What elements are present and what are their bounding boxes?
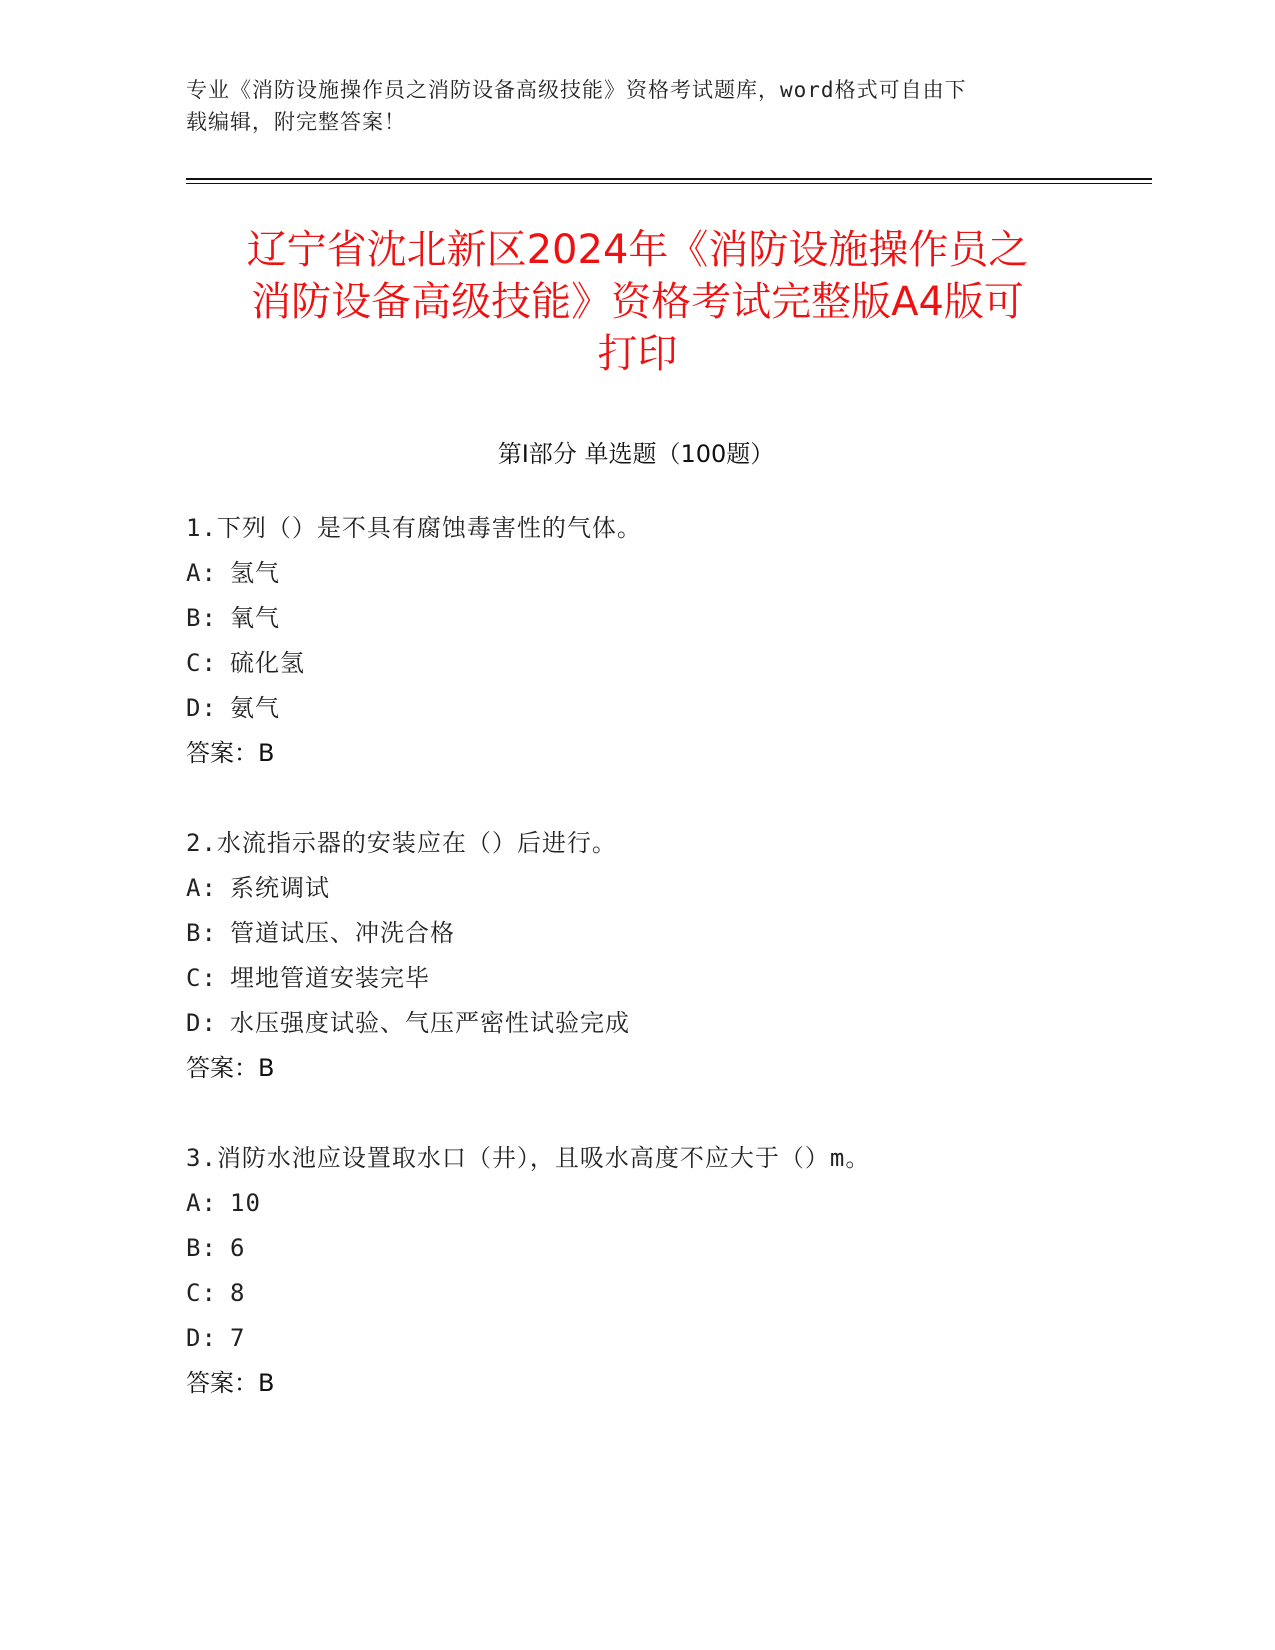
answer-line xyxy=(186,731,1116,776)
option-text: 氧气 xyxy=(230,604,280,632)
option-letter: B: xyxy=(186,604,217,632)
answer-line xyxy=(186,1361,1116,1406)
option-b xyxy=(186,911,1116,956)
question-stem: 3.消防水池应设置取水口（井），且吸水高度不应大于（）m。 xyxy=(186,1144,871,1172)
option-c xyxy=(186,956,1116,1001)
option-b xyxy=(186,1226,1116,1271)
option-text: 8 xyxy=(230,1279,246,1307)
header-divider-thin xyxy=(186,183,1152,184)
option-text: 水压强度试验、气压严密性试验完成 xyxy=(230,1009,630,1037)
title-line2: 消防设备高级技能》资格考试完整版A4版可 xyxy=(251,279,1024,325)
title-line3: 打印 xyxy=(597,331,678,377)
option-letter: D: xyxy=(186,1324,217,1352)
option-d xyxy=(186,686,1116,731)
header-note-line1: 专业《消防设施操作员之消防设备高级技能》资格考试题库，word格式可自由下 xyxy=(186,78,967,102)
section-heading: 第Ⅰ部分 单选题（100题） xyxy=(497,440,775,468)
option-a xyxy=(186,551,1116,596)
option-d xyxy=(186,1001,1116,1046)
option-letter: A: xyxy=(186,559,217,587)
option-b xyxy=(186,596,1116,641)
question-stem: 1.下列（）是不具有腐蚀毒害性的气体。 xyxy=(186,514,642,542)
document-title xyxy=(180,224,1095,380)
option-a xyxy=(186,1181,1116,1226)
option-text: 氢气 xyxy=(230,559,280,587)
option-text: 氨气 xyxy=(230,694,280,722)
option-text: 10 xyxy=(230,1189,261,1217)
option-text: 硫化氢 xyxy=(230,649,305,677)
answer-line xyxy=(186,1046,1116,1091)
answer-value: B xyxy=(258,1054,275,1082)
title-line1: 辽宁省沈北新区2024年《消防设施操作员之 xyxy=(246,227,1029,273)
question-item xyxy=(186,821,1116,1091)
header-note-line2: 载编辑，附完整答案！ xyxy=(186,110,406,134)
option-d xyxy=(186,1316,1116,1361)
option-c xyxy=(186,1271,1116,1316)
header-divider-thick xyxy=(186,178,1152,180)
option-letter: B: xyxy=(186,1234,217,1262)
option-text: 管道试压、冲洗合格 xyxy=(230,919,455,947)
option-letter: C: xyxy=(186,1279,217,1307)
header-note xyxy=(186,74,1066,138)
answer-label: 答案： xyxy=(186,1369,258,1397)
option-letter: C: xyxy=(186,964,217,992)
option-text: 6 xyxy=(230,1234,246,1262)
question-stem: 2.水流指示器的安装应在（）后进行。 xyxy=(186,829,617,857)
option-letter: D: xyxy=(186,694,217,722)
option-c xyxy=(186,641,1116,686)
option-text: 7 xyxy=(230,1324,246,1352)
option-letter: C: xyxy=(186,649,217,677)
answer-value: B xyxy=(258,739,275,767)
option-letter: D: xyxy=(186,1009,217,1037)
option-text: 系统调试 xyxy=(230,874,330,902)
option-letter: B: xyxy=(186,919,217,947)
answer-value: B xyxy=(258,1369,275,1397)
option-letter: A: xyxy=(186,1189,217,1217)
answer-label: 答案： xyxy=(186,739,258,767)
question-item xyxy=(186,506,1116,776)
option-letter: A: xyxy=(186,874,217,902)
option-a xyxy=(186,866,1116,911)
option-text: 埋地管道安装完毕 xyxy=(230,964,430,992)
question-item xyxy=(186,1136,1116,1406)
answer-label: 答案： xyxy=(186,1054,258,1082)
